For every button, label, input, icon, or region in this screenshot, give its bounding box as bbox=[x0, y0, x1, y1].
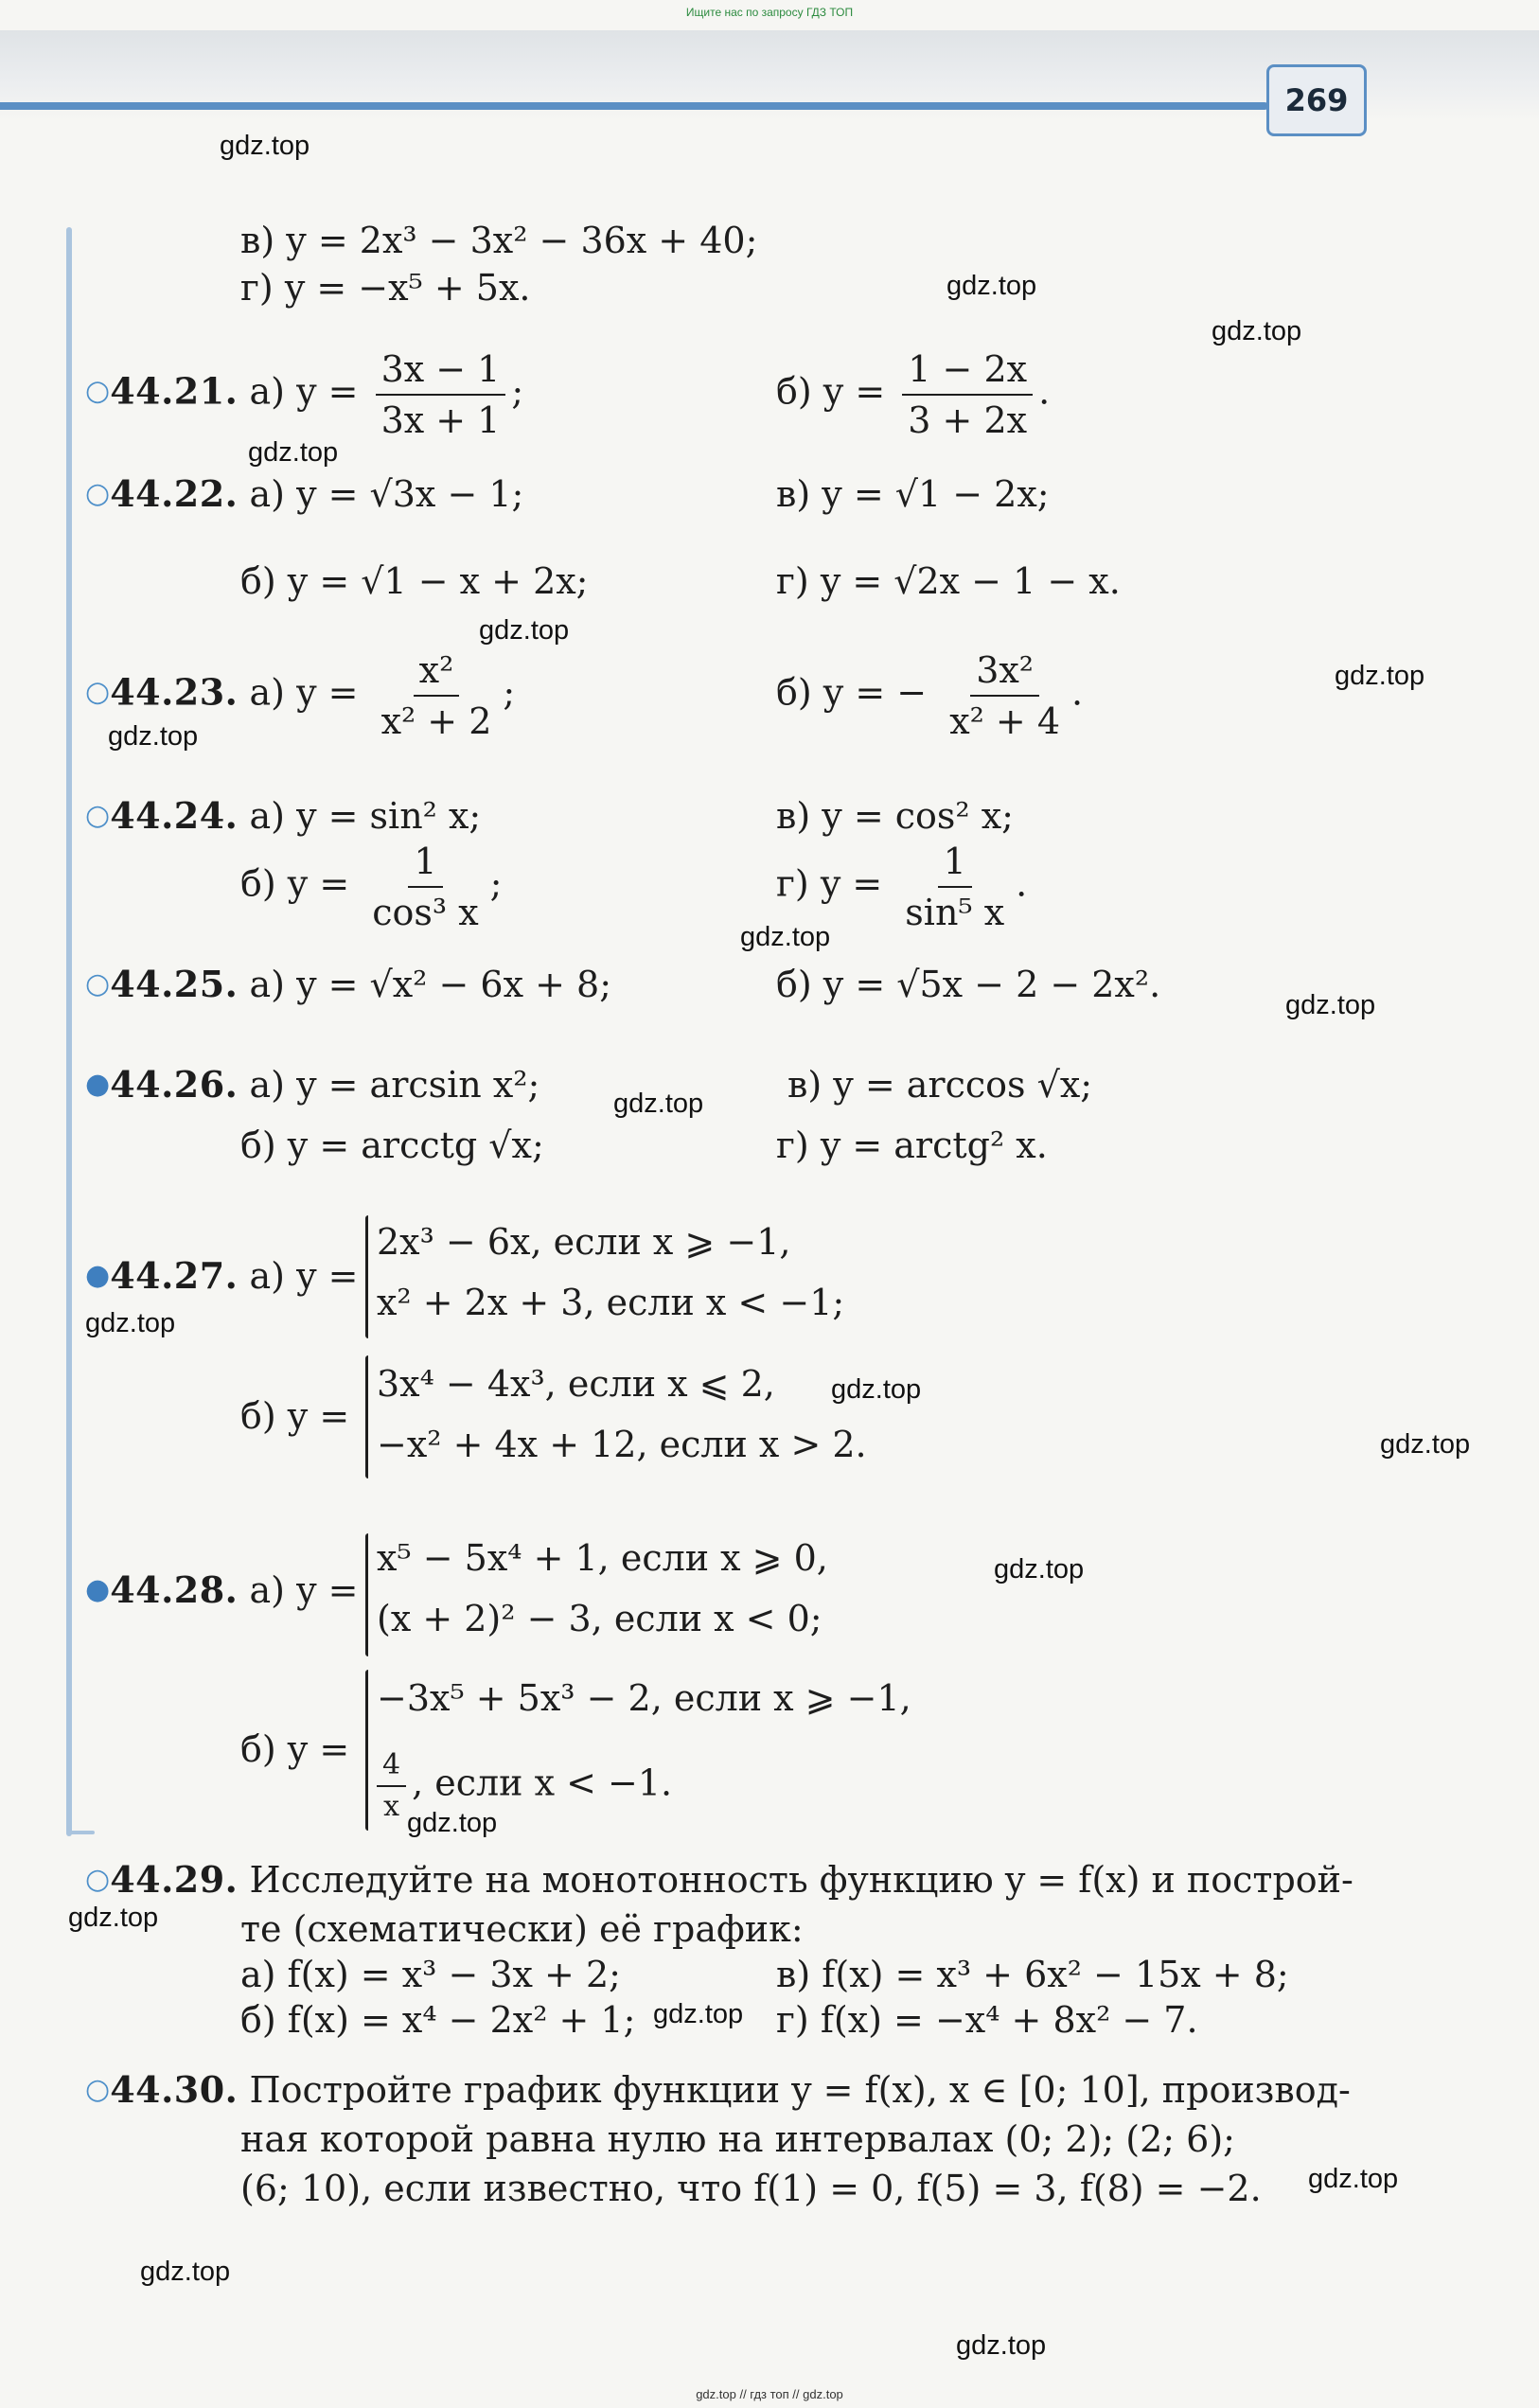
watermark: gdz.top bbox=[407, 1808, 498, 1838]
part-label: б) y = bbox=[776, 370, 886, 413]
section-left-rule bbox=[66, 227, 72, 1836]
exercise-44-20-g: г) y = −x⁵ + 5x. bbox=[240, 267, 531, 309]
exercise-44-29-text1 bbox=[85, 1859, 1353, 1901]
exercise-44-29-text2: те (схематически) её график: bbox=[240, 1908, 804, 1950]
piece-2: −x² + 4x + 12, если x > 2. bbox=[377, 1424, 867, 1465]
exercise-44-26-g: г) y = arctg² x. bbox=[776, 1124, 1048, 1166]
numerator: 1 − 2x bbox=[902, 348, 1033, 396]
denominator: x² + 4 bbox=[949, 700, 1061, 742]
denominator: x bbox=[383, 1790, 399, 1823]
fraction bbox=[366, 841, 484, 933]
filled-bullet-icon: ● bbox=[85, 1573, 111, 1606]
punct: ; bbox=[503, 671, 516, 714]
exercise-44-29-v: в) f(x) = x³ + 6x² − 15x + 8; bbox=[776, 1954, 1289, 1995]
exercise-number: 44.24. bbox=[110, 794, 239, 837]
fraction bbox=[902, 348, 1033, 441]
part-label: а) y = bbox=[249, 671, 359, 714]
formula: а) y = sin² x; bbox=[249, 795, 482, 837]
open-bullet-icon: ○ bbox=[85, 2073, 111, 2106]
open-bullet-icon: ○ bbox=[85, 675, 111, 709]
fraction bbox=[377, 1749, 406, 1823]
watermark: gdz.top bbox=[613, 1089, 704, 1119]
open-bullet-icon: ○ bbox=[85, 1863, 111, 1896]
filled-bullet-icon: ● bbox=[85, 1259, 111, 1292]
system-brace bbox=[365, 1355, 368, 1478]
watermark: gdz.top bbox=[946, 271, 1037, 301]
system-brace bbox=[365, 1533, 368, 1656]
watermark: gdz.top bbox=[994, 1554, 1085, 1585]
exercise-number: 44.23. bbox=[110, 670, 239, 714]
watermark: gdz.top bbox=[1212, 316, 1302, 346]
piece-1: x⁵ − 5x⁴ + 1, если x ⩾ 0, bbox=[377, 1537, 828, 1579]
exercise-44-29-a: а) f(x) = x³ − 3x + 2; bbox=[240, 1954, 621, 1995]
exercise-44-30-text3: (6; 10), если известно, что f(1) = 0, f(5) = 3, f(8) = −2. bbox=[240, 2168, 1262, 2209]
denominator: cos³ x bbox=[372, 892, 479, 933]
exercise-44-21 bbox=[85, 348, 523, 441]
header-rule bbox=[0, 102, 1268, 110]
exercise-number: 44.29. bbox=[110, 1858, 239, 1901]
watermark: gdz.top bbox=[248, 437, 339, 468]
exercise-44-26-a bbox=[85, 1064, 540, 1106]
exercise-44-22-b: б) y = √1 − x + 2x; bbox=[240, 560, 589, 602]
fraction bbox=[376, 348, 506, 441]
fraction bbox=[944, 649, 1066, 742]
section-left-rule-foot bbox=[66, 1831, 95, 1834]
watermark: gdz.top bbox=[479, 615, 570, 646]
watermark: gdz.top bbox=[1380, 1429, 1471, 1460]
exercise-44-24-g bbox=[776, 841, 1027, 933]
exercise-44-24-a bbox=[85, 795, 481, 837]
watermark: gdz.top bbox=[740, 922, 831, 952]
watermark: gdz.top bbox=[1335, 661, 1425, 691]
exercise-44-28-b-label: б) y = bbox=[240, 1728, 350, 1770]
numerator: 3x − 1 bbox=[376, 348, 506, 396]
system-brace bbox=[365, 1670, 368, 1831]
exercise-44-28-a-label bbox=[85, 1569, 358, 1611]
task-text: Исследуйте на монотонность функцию y = f(x) и построй- bbox=[249, 1859, 1353, 1901]
punct: . bbox=[1038, 370, 1051, 413]
exercise-44-30-text1 bbox=[85, 2069, 1351, 2111]
denominator: sin⁵ x bbox=[905, 892, 1005, 933]
part-label: г) y = bbox=[776, 862, 883, 905]
punct: . bbox=[1016, 862, 1028, 905]
piece-2: x² + 2x + 3, если x < −1; bbox=[377, 1282, 845, 1323]
watermark: gdz.top bbox=[140, 2257, 231, 2287]
footer-note: gdz.top // гдз топ // gdz.top bbox=[696, 2387, 843, 2401]
denominator: 3 + 2x bbox=[908, 399, 1028, 441]
exercise-number: 44.22. bbox=[110, 472, 239, 515]
piece-2: (x + 2)² − 3, если x < 0; bbox=[377, 1598, 823, 1639]
punct: ; bbox=[511, 370, 524, 413]
exercise-number: 44.26. bbox=[110, 1063, 239, 1106]
open-bullet-icon: ○ bbox=[85, 799, 111, 832]
exercise-44-21-b bbox=[776, 348, 1050, 441]
numerator: 3x² bbox=[970, 649, 1039, 697]
exercise-44-29-b: б) f(x) = x⁴ − 2x² + 1; bbox=[240, 1999, 636, 2041]
exercise-44-22-g: г) y = √2x − 1 − x. bbox=[776, 560, 1121, 602]
piece-1: 2x³ − 6x, если x ⩾ −1, bbox=[377, 1221, 791, 1263]
watermark: gdz.top bbox=[956, 2330, 1047, 2361]
numerator: 4 bbox=[377, 1749, 406, 1787]
denominator: x² + 2 bbox=[380, 700, 492, 742]
part-label: б) y = − bbox=[776, 671, 928, 714]
part-label: а) y = bbox=[249, 1569, 359, 1611]
exercise-44-26-v: в) y = arccos √x; bbox=[787, 1064, 1093, 1106]
open-bullet-icon: ○ bbox=[85, 374, 111, 408]
exercise-number: 44.30. bbox=[110, 2068, 239, 2111]
watermark: gdz.top bbox=[653, 1999, 744, 2029]
exercise-number: 44.27. bbox=[110, 1254, 239, 1297]
exercise-number: 44.21. bbox=[110, 369, 239, 413]
page-number: 269 bbox=[1266, 64, 1367, 136]
exercise-44-23 bbox=[85, 649, 515, 742]
numerator: 1 bbox=[938, 841, 972, 888]
part-label: б) y = bbox=[240, 862, 350, 905]
fraction bbox=[899, 841, 1010, 933]
exercise-44-22-v: в) y = √1 − 2x; bbox=[776, 473, 1050, 515]
exercise-44-20-v: в) y = 2x³ − 3x² − 36x + 40; bbox=[240, 220, 758, 261]
exercise-44-25-b: б) y = √5x − 2 − 2x². bbox=[776, 964, 1161, 1005]
condition: , если x < −1. bbox=[412, 1762, 673, 1804]
system-brace bbox=[365, 1215, 368, 1338]
exercise-number: 44.28. bbox=[110, 1568, 239, 1611]
watermark: gdz.top bbox=[108, 721, 199, 752]
open-bullet-icon: ○ bbox=[85, 967, 111, 1000]
watermark: gdz.top bbox=[1285, 990, 1376, 1020]
exercise-44-27-b-label: б) y = bbox=[240, 1395, 350, 1437]
piece-1: 3x⁴ − 4x³, если x ⩽ 2, bbox=[377, 1363, 775, 1405]
denominator: 3x + 1 bbox=[380, 399, 501, 441]
top-note: Ищите нас по запросу ГДЗ ТОП bbox=[685, 6, 854, 19]
formula: а) y = √3x − 1; bbox=[249, 473, 524, 515]
open-bullet-icon: ○ bbox=[85, 477, 111, 510]
exercise-44-30-text2: ная которой равна нулю на интервалах (0; 2); (2; 6); bbox=[240, 2118, 1235, 2160]
exercise-44-27-a-label bbox=[85, 1255, 358, 1297]
numerator: x² bbox=[414, 649, 460, 697]
exercise-number: 44.25. bbox=[110, 963, 239, 1005]
watermark: gdz.top bbox=[85, 1308, 176, 1338]
watermark: gdz.top bbox=[220, 131, 310, 161]
punct: . bbox=[1071, 671, 1084, 714]
piece-1: −3x⁵ + 5x³ − 2, если x ⩾ −1, bbox=[377, 1677, 911, 1719]
piece-2 bbox=[377, 1749, 672, 1823]
exercise-44-24-b bbox=[240, 841, 502, 933]
watermark: gdz.top bbox=[1308, 2164, 1399, 2194]
exercise-44-25-a bbox=[85, 964, 611, 1005]
filled-bullet-icon: ● bbox=[85, 1068, 111, 1101]
punct: ; bbox=[489, 862, 503, 905]
watermark: gdz.top bbox=[831, 1374, 922, 1405]
numerator: 1 bbox=[408, 841, 442, 888]
exercise-44-29-g: г) f(x) = −x⁴ + 8x² − 7. bbox=[776, 1999, 1198, 2041]
formula: а) y = arcsin x²; bbox=[249, 1064, 540, 1106]
exercise-44-26-b: б) y = arcctg √x; bbox=[240, 1124, 544, 1166]
exercise-44-24-v: в) y = cos² x; bbox=[776, 795, 1014, 837]
task-text: Постройте график функции y = f(x), x ∈ [0; 10], производ- bbox=[249, 2069, 1351, 2111]
watermark: gdz.top bbox=[68, 1903, 159, 1933]
exercise-44-22-a bbox=[85, 473, 523, 515]
part-label: а) y = bbox=[249, 370, 359, 413]
formula: а) y = √x² − 6x + 8; bbox=[249, 964, 612, 1005]
fraction bbox=[376, 649, 498, 742]
exercise-44-23-b bbox=[776, 649, 1083, 742]
part-label: а) y = bbox=[249, 1255, 359, 1297]
